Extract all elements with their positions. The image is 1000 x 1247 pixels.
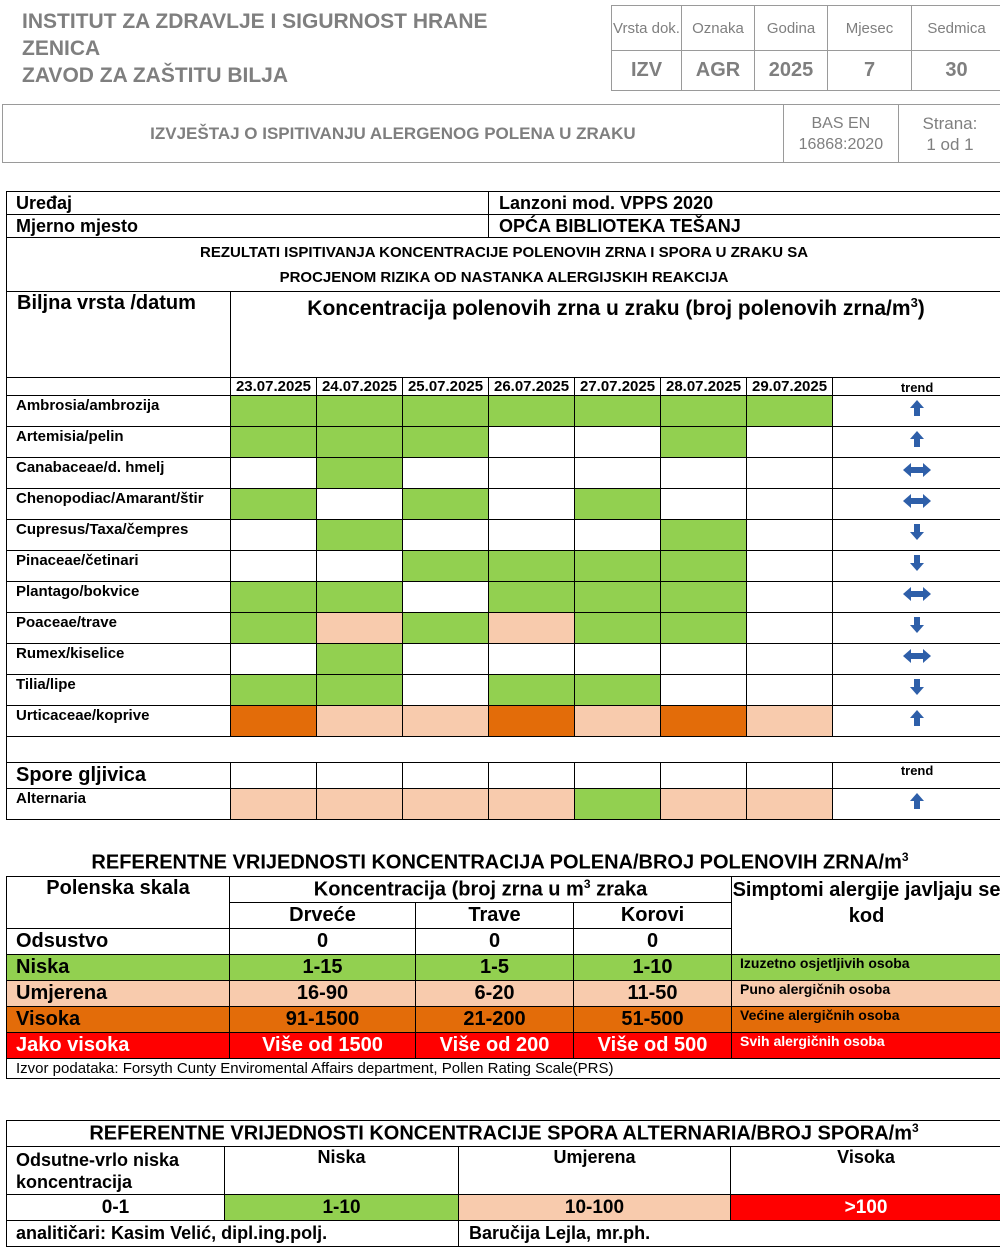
concentration-cell: [575, 427, 661, 458]
concentration-cell: [747, 789, 833, 820]
concentration-cell: [747, 458, 833, 489]
concentration-cell: [403, 458, 489, 489]
arrow-down-icon: [908, 621, 926, 638]
data-source: Izvor podataka: Forsyth Cunty Enviromental Affairs department, Pollen Rating Scale(PRS): [7, 1059, 1000, 1079]
code-label: Oznaka: [682, 6, 755, 51]
concentration-cell: [575, 706, 661, 737]
results-title-line-1: REZULTATI ISPITIVANJA KONCENTRACIJE POLENOVIH ZRNA I SPORA U ZRAKU SA: [7, 240, 1000, 265]
level-trees: 91-1500: [230, 1007, 416, 1033]
level-weeds: 11-50: [574, 981, 732, 1007]
document-codes-table: [611, 5, 1000, 91]
concentration-cell: [575, 458, 661, 489]
concentration-cell: [489, 582, 575, 613]
spore-rows: [7, 763, 1000, 820]
concentration-cell: [317, 644, 403, 675]
concentration-cell: [231, 613, 317, 644]
results-title: [7, 238, 1000, 292]
spore-header-cell: [403, 763, 489, 789]
concentration-cell: [403, 489, 489, 520]
arrow-down-icon: [908, 559, 926, 576]
month-label: Mjesec: [828, 6, 912, 51]
arrow-left-right-icon: [902, 651, 932, 668]
concentration-cell: [231, 675, 317, 706]
analysts-label: analitičari: Kasim Velić, dipl.ing.polj.: [7, 1221, 459, 1247]
org-line-1: INSTITUT ZA ZDRAVLJE I SIGURNOST HRANE: [22, 8, 602, 35]
species-row: [7, 644, 1000, 675]
concentration-cell: [661, 489, 747, 520]
code-value: AGR: [682, 51, 755, 91]
concentration-cell: [747, 520, 833, 551]
species-row: [7, 675, 1000, 706]
concentration-cell: [575, 551, 661, 582]
concentration-cell: [403, 427, 489, 458]
concentration-cell: [231, 396, 317, 427]
concentration-cell: [317, 520, 403, 551]
concentration-cell: [661, 551, 747, 582]
species-name: Tilia/lipe: [7, 675, 231, 706]
trend-cell: [833, 582, 1000, 613]
concentration-cell: [747, 675, 833, 706]
level-name: Visoka: [7, 1007, 230, 1033]
concentration-cell: [575, 489, 661, 520]
level-grass: 6-20: [416, 981, 574, 1007]
spore-reference-table: [6, 1120, 1000, 1247]
concentration-cell: [489, 458, 575, 489]
concentration-cell: [661, 458, 747, 489]
spore-header-cell: [489, 763, 575, 789]
concentration-header-text: Koncentracija polenovih zrna u zraku (broj polenovih zrna/m: [307, 297, 910, 320]
moderate-value: 10-100: [459, 1195, 731, 1221]
level-grass: 0: [416, 929, 574, 955]
concentration-cell: [575, 789, 661, 820]
trend-cell: [833, 520, 1000, 551]
spore-header-cell: [661, 763, 747, 789]
concentration-cell: [317, 706, 403, 737]
trees-header: Drveće: [230, 903, 416, 929]
level-symptom: Izuzetno osjetljivih osoba: [732, 955, 1000, 981]
level-grass: 21-200: [416, 1007, 574, 1033]
level-name: Odsustvo: [7, 929, 230, 955]
device-value: Lanzoni mod. VPPS 2020: [489, 192, 1000, 215]
second-analyst: Baručija Lejla, mr.ph.: [459, 1221, 1000, 1247]
week-value: 30: [912, 51, 1000, 91]
location-value: OPĆA BIBLIOTEKA TEŠANJ: [489, 215, 1000, 238]
date-header: 28.07.2025: [661, 378, 747, 396]
concentration-cell: [403, 706, 489, 737]
species-name: Rumex/kiselice: [7, 644, 231, 675]
level-name: Niska: [7, 955, 230, 981]
species-header-continuation: [7, 378, 231, 396]
spore-header: Spore gljivica: [7, 763, 231, 789]
spore-header-row: [7, 763, 1000, 789]
absent-value: 0-1: [7, 1195, 225, 1221]
concentration-cell: [489, 396, 575, 427]
concentration-cell: [403, 789, 489, 820]
concentration-cell: [231, 706, 317, 737]
concentration-cell: [403, 675, 489, 706]
concentration-cell: [747, 551, 833, 582]
species-name: Artemisia/pelin: [7, 427, 231, 458]
pollen-reference-title-sup: 3: [902, 850, 909, 864]
concentration-cell: [747, 427, 833, 458]
level-name: Umjerena: [7, 981, 230, 1007]
report-title: IZVJEŠTAJ O ISPITIVANJU ALERGENOG POLENA U ZRAKU: [3, 105, 784, 163]
species-name: Ambrosia/ambrozija: [7, 396, 231, 427]
trend-cell: [833, 706, 1000, 737]
concentration-cell: [489, 489, 575, 520]
concentration-cell: [403, 582, 489, 613]
species-row: [7, 582, 1000, 613]
concentration-cell: [317, 789, 403, 820]
concentration-cell: [661, 789, 747, 820]
month-value: 7: [828, 51, 912, 91]
concentration-cell: [317, 458, 403, 489]
arrow-up-icon: [908, 404, 926, 421]
doc-type-label: Vrsta dok.: [612, 6, 682, 51]
concentration-cell: [747, 706, 833, 737]
spore-reference-title-text: REFERENTNE VRIJEDNOSTI KONCENTRACIJE SPORA ALTERNARIA/BROJ SPORA/m: [89, 1123, 912, 1145]
concentration-cell: [661, 706, 747, 737]
week-label: Sedmica: [912, 6, 1000, 51]
results-table: [6, 191, 1000, 820]
trend-cell: [833, 613, 1000, 644]
spore-header-cell: [747, 763, 833, 789]
low-value: 1-10: [225, 1195, 459, 1221]
species-rows: [7, 378, 1000, 737]
species-row: [7, 427, 1000, 458]
concentration-cell: [575, 396, 661, 427]
concentration-header-end: ): [918, 297, 925, 320]
concentration-cell: [747, 489, 833, 520]
concentration-cell: [403, 644, 489, 675]
concentration-cell: [575, 675, 661, 706]
spore-reference-title-sup: 3: [912, 1121, 919, 1135]
spore-reference-title: [7, 1121, 1000, 1147]
level-trees: Više od 1500: [230, 1033, 416, 1059]
concentration-cell: [317, 582, 403, 613]
page-label: Strana:: [899, 113, 1000, 134]
concentration-cell: [231, 520, 317, 551]
species-row: [7, 520, 1000, 551]
date-header: 23.07.2025: [231, 378, 317, 396]
concentration-cell: [575, 613, 661, 644]
arrow-up-icon: [908, 435, 926, 452]
spore-header-cell: [575, 763, 661, 789]
concentration-cell: [317, 427, 403, 458]
pollen-reference-title-text: REFERENTNE VRIJEDNOSTI KONCENTRACIJA POLENA/BROJ POLENOVIH ZRNA/m: [91, 852, 901, 874]
concentration-units-header: [230, 877, 732, 903]
high-value: >100: [731, 1195, 1000, 1221]
concentration-cell: [403, 396, 489, 427]
concentration-cell: [489, 706, 575, 737]
high-header: Visoka: [731, 1147, 1000, 1195]
concentration-cell: [231, 644, 317, 675]
species-row: [7, 706, 1000, 737]
concentration-cell: [575, 520, 661, 551]
trend-cell: [833, 396, 1000, 427]
date-header: 29.07.2025: [747, 378, 833, 396]
results-title-line-2: PROCJENOM RIZIKA OD NASTANKA ALERGIJSKIH REAKCIJA: [7, 265, 1000, 290]
concentration-cell: [317, 675, 403, 706]
dates-row: [7, 378, 1000, 396]
pollen-reference-table: [6, 876, 1000, 1079]
concentration-cell: [661, 520, 747, 551]
trend-cell: [833, 458, 1000, 489]
concentration-cell: [747, 644, 833, 675]
species-name: Chenopodiac/Amarant/štir: [7, 489, 231, 520]
concentration-cell: [489, 789, 575, 820]
species-row: [7, 396, 1000, 427]
concentration-units-end: zraka: [591, 879, 648, 901]
concentration-cell: [489, 551, 575, 582]
concentration-cell: [661, 427, 747, 458]
concentration-cell: [489, 520, 575, 551]
grass-header: Trave: [416, 903, 574, 929]
trend-cell: [833, 789, 1000, 820]
date-header: 26.07.2025: [489, 378, 575, 396]
date-header: 24.07.2025: [317, 378, 403, 396]
species-row: [7, 551, 1000, 582]
empty-separator-cell: [7, 737, 1000, 763]
organization-name: [22, 8, 602, 89]
concentration-cell: [231, 551, 317, 582]
concentration-cell: [661, 613, 747, 644]
concentration-units-text: Koncentracija (broj zrna u m: [314, 879, 584, 901]
concentration-cell: [317, 551, 403, 582]
pollen-reference-title: [0, 850, 1000, 875]
trend-cell: [833, 489, 1000, 520]
species-row: [7, 489, 1000, 520]
standard-line-1: BAS EN: [784, 113, 898, 134]
concentration-cell: [317, 489, 403, 520]
concentration-cell: [317, 613, 403, 644]
concentration-cell: [231, 789, 317, 820]
concentration-cell: [403, 551, 489, 582]
standard-cell: [783, 105, 898, 163]
level-weeds: 1-10: [574, 955, 732, 981]
level-trees: 16-90: [230, 981, 416, 1007]
level-weeds: Više od 500: [574, 1033, 732, 1059]
pollen-scale-header: Polenska skala: [7, 877, 230, 929]
symptoms-header: Simptomi alergije javljaju se kod: [732, 877, 1000, 955]
concentration-cell: [231, 427, 317, 458]
spore-header-cell: [231, 763, 317, 789]
concentration-cell: [747, 613, 833, 644]
date-header: 25.07.2025: [403, 378, 489, 396]
concentration-cell: [661, 644, 747, 675]
concentration-cell: [661, 675, 747, 706]
trend-cell: [833, 427, 1000, 458]
level-symptom: Svih alergičnih osoba: [732, 1033, 1000, 1059]
concentration-cell: [489, 644, 575, 675]
species-name: Poaceae/trave: [7, 613, 231, 644]
level-weeds: 0: [574, 929, 732, 955]
page-value: 1 od 1: [899, 134, 1000, 155]
level-trees: 0: [230, 929, 416, 955]
date-header: 27.07.2025: [575, 378, 661, 396]
concentration-cell: [747, 582, 833, 613]
arrow-left-right-icon: [902, 465, 932, 482]
level-symptom: Puno alergičnih osoba: [732, 981, 1000, 1007]
absent-header: Odsutne-vrlo niska koncentracija: [7, 1147, 225, 1195]
trend-cell: [833, 675, 1000, 706]
species-name: Pinaceae/četinari: [7, 551, 231, 582]
level-symptom: Većine alergičnih osoba: [732, 1007, 1000, 1033]
level-grass: Više od 200: [416, 1033, 574, 1059]
concentration-header-sup: 3: [911, 295, 918, 310]
concentration-cell: [575, 644, 661, 675]
org-line-3: ZAVOD ZA ZAŠTITU BILJA: [22, 62, 602, 89]
concentration-cell: [489, 613, 575, 644]
species-name: Urticaceae/koprive: [7, 706, 231, 737]
concentration-cell: [403, 520, 489, 551]
arrow-up-icon: [908, 714, 926, 731]
species-name: Canabaceae/d. hmelj: [7, 458, 231, 489]
species-row: [7, 789, 1000, 820]
spore-trend-header: trend: [833, 763, 1000, 789]
empty-separator-row: [7, 737, 1000, 763]
concentration-cell: [231, 458, 317, 489]
page-cell: [898, 105, 1000, 163]
species-name: Cupresus/Taxa/čempres: [7, 520, 231, 551]
concentration-cell: [231, 489, 317, 520]
report-title-bar: [2, 104, 1000, 163]
arrow-left-right-icon: [902, 496, 932, 513]
doc-type-value: IZV: [612, 51, 682, 91]
level-weeds: 51-500: [574, 1007, 732, 1033]
location-label: Mjerno mjesto: [7, 215, 489, 238]
concentration-cell: [661, 396, 747, 427]
spore-header-cell: [317, 763, 403, 789]
arrow-down-icon: [908, 683, 926, 700]
low-header: Niska: [225, 1147, 459, 1195]
concentration-cell: [575, 582, 661, 613]
concentration-cell: [403, 613, 489, 644]
arrow-down-icon: [908, 528, 926, 545]
species-name: Alternaria: [7, 789, 231, 820]
level-grass: 1-5: [416, 955, 574, 981]
species-row: [7, 613, 1000, 644]
species-row: [7, 458, 1000, 489]
concentration-cell: [489, 427, 575, 458]
concentration-cell: [747, 396, 833, 427]
species-header: Biljna vrsta /datum: [7, 292, 231, 378]
year-value: 2025: [755, 51, 828, 91]
concentration-cell: [231, 582, 317, 613]
concentration-header: [231, 292, 1000, 378]
concentration-cell: [661, 582, 747, 613]
trend-cell: [833, 644, 1000, 675]
arrow-left-right-icon: [902, 589, 932, 606]
standard-line-2: 16868:2020: [784, 134, 898, 155]
year-label: Godina: [755, 6, 828, 51]
trend-header: trend: [833, 378, 1000, 396]
level-name: Jako visoka: [7, 1033, 230, 1059]
weeds-header: Korovi: [574, 903, 732, 929]
moderate-header: Umjerena: [459, 1147, 731, 1195]
org-line-2: ZENICA: [22, 35, 602, 62]
level-trees: 1-15: [230, 955, 416, 981]
arrow-up-icon: [908, 797, 926, 814]
device-label: Uređaj: [7, 192, 489, 215]
concentration-cell: [489, 675, 575, 706]
species-name: Plantago/bokvice: [7, 582, 231, 613]
concentration-cell: [317, 396, 403, 427]
trend-cell: [833, 551, 1000, 582]
concentration-units-sup: 3: [584, 877, 591, 891]
